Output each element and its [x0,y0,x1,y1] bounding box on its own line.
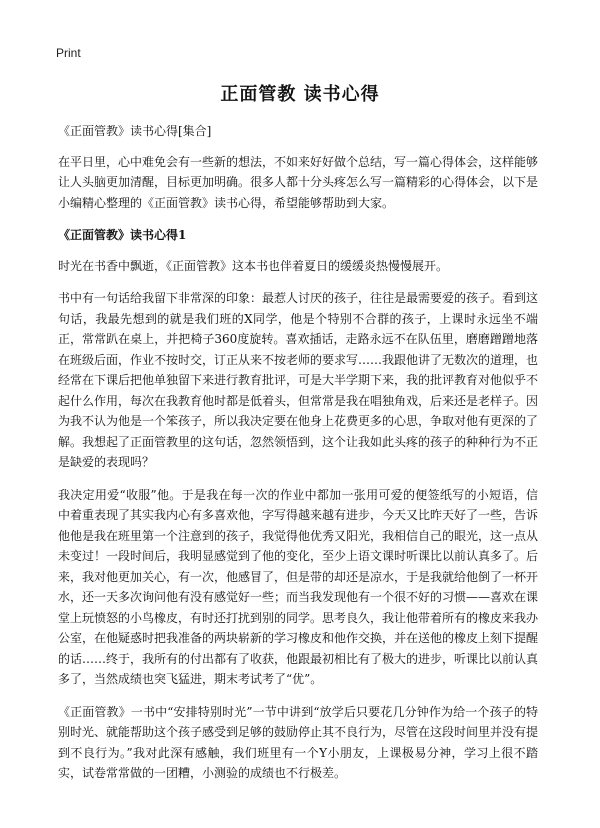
body-paragraph: 我决定用爱“收服”他。于是我在每一次的作业中都加一张用可爱的便签纸写的小短语，信中着重表现了其实我内心有多喜欢他，字写得越来越有进步，今天又比昨天好了一些，告诉他他是我在班里第一个注意到的孩子，我觉得他优秀又阳光，我相信自己的眼光，这一点从未变过！一段时间后，我明显感觉到了他的变化，至少上语文课时听课比以前认真多了。后来，我对他更加关心，有一次，他感冒了，但是带的却还是凉水，于是我就给他倒了一杯开水，还一天多次询问他有没有感觉好一些；而当我发现他有一个很不好的习惯——喜欢在课堂上玩愤怒的小鸟橡皮，有时还打扰到别的同学。思考良久，我让他带着所有的橡皮来我办公室，在他疑惑时把我准备的两块崭新的学习橡皮和他作交换，并在送他的橡皮上刻下提醒的话……终于，我所有的付出都有了收获，他跟最初相比有了极大的进步，听课比以前认真多了，当然成绩也突飞猛进，期末考试考了“优”。 [58,487,539,686]
section-heading: 《正面管教》读书心得1 [58,228,187,242]
page-title: 正面管教 读书心得 [220,84,380,105]
body-paragraph: 书中有一句话给我留下非常深的印象：最惹人讨厌的孩子，往往是最需要爱的孩子。看到这句话，我最先想到的就是我们班的X同学，他是个特别不合群的孩子，上课时永远坐不端正，常常趴在桌上，并把椅子360度旋转。喜欢插话，走路永远不在队伍里，磨磨蹭蹭地落在班级后面，作业不按时交，订正从来不按老师的要求写……我跟他讲了无数次的道理，也经常在下课后把他单独留下来进行教育批评，可是大半学期下来，我的批评教育对他似乎不起什么作用，每次在我教育他时都是低着头，但常常是我在唱独角戏，后来还是老样子。因为我不认为他是一个笨孩子，所以我决定要在他身上花费更多的心思，争取对他有更深的了解。我想起了正面管教里的这句话，忽然领悟到，这个让我如此头疼的孩子的种种行为不正是缺爱的表现吗？ [58,291,539,469]
body-paragraph: 时光在书香中飘逝，《正面管教》这本书也伴着夏日的缓缓炎热慢慢展开。 [58,258,449,273]
body-paragraph: 《正面管教》一书中“安排特别时光”一节中讲到“放学后只要花几分钟作为给一个孩子的特别时光、就能帮助这个孩子感受到足够的鼓励停止其不良行为，尽管在这段时间里并没有提到不良行为。”我对此深有感触，我们班里有一个Y小朋友，上课极易分神，学习上很不踏实，试卷常常做的一团糟，小测验的成绩也不行极差。 [58,704,539,780]
document-body [58,121,538,796]
intro-paragraph: 在平日里，心中难免会有一些新的想法，不如来好好做个总结，写一篇心得体会，这样能够让人头脑更加清醒，目标更加明确。很多人都十分头疼怎么写一篇精彩的心得体会，以下是小编精心整理的《正面管教》读书心得，希望能够帮助到大家。 [58,154,539,210]
document-subtitle: 《正面管教》读书心得[集合] [58,124,212,138]
print-label: Print [56,46,81,60]
